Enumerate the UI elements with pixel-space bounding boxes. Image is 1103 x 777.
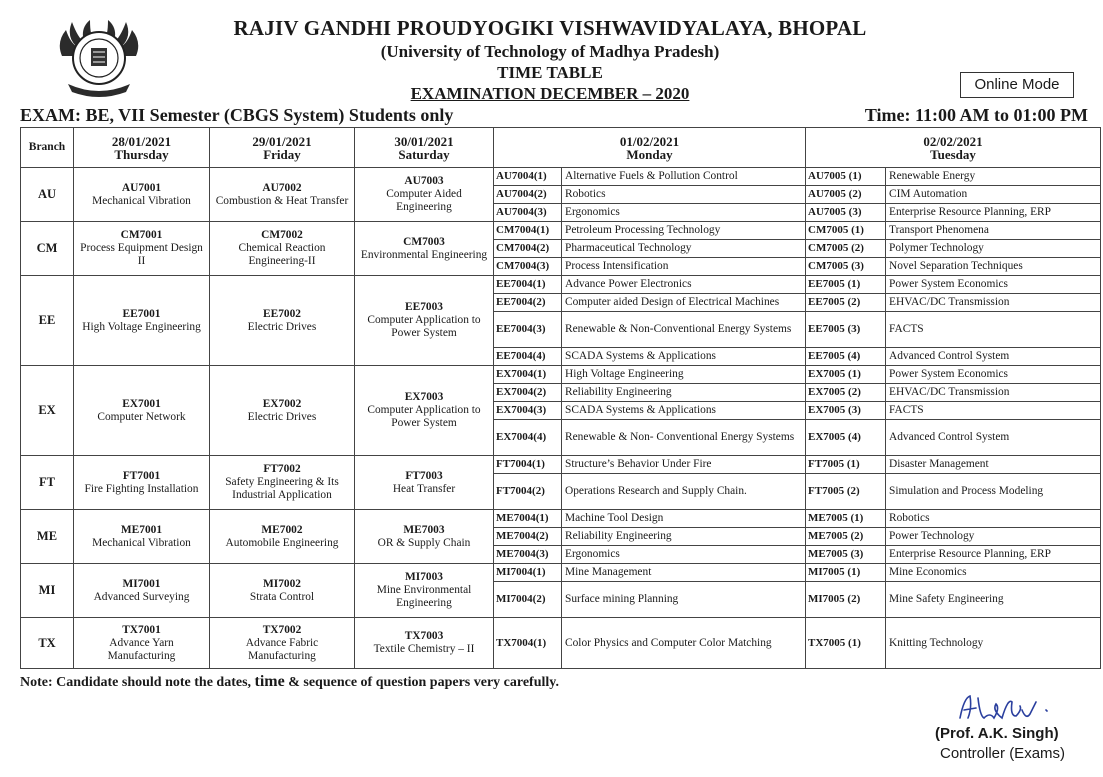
subject-code: AU7002	[262, 181, 302, 194]
subject-name: Safety Engineering & Its Industrial Application	[225, 476, 339, 501]
elective-code: AU7005 (2)	[806, 186, 886, 204]
university-logo	[54, 12, 144, 98]
elective-name: Structure’s Behavior Under Fire	[562, 456, 806, 474]
subject-name: Chemical Reaction Engineering-II	[238, 242, 326, 267]
date-label: 30/01/2021	[394, 133, 454, 149]
elective-name: Enterprise Resource Planning, ERP	[886, 204, 1101, 222]
date-header	[355, 128, 494, 168]
elective-code: ME7004(3)	[494, 546, 562, 564]
subject-cell	[210, 456, 355, 510]
subject-code: FT7002	[263, 463, 301, 475]
subject-code: ME7002	[261, 523, 303, 536]
subject-name: OR & Supply Chain	[377, 536, 471, 549]
table-row	[21, 168, 1101, 186]
day-label: Monday	[626, 146, 673, 162]
elective-code: ME7005 (1)	[806, 510, 886, 528]
elective-code: MI7005 (1)	[806, 564, 886, 582]
elective-name: EHVAC/DC Transmission	[886, 294, 1101, 312]
subject-name: Electric Drives	[247, 320, 317, 333]
date-header	[806, 128, 1101, 168]
subject-cell	[74, 168, 210, 222]
note-prefix: Note: Candidate should note the dates,	[20, 675, 255, 690]
elective-code: CM7004(1)	[494, 222, 562, 240]
elective-name: Surface mining Planning	[562, 582, 806, 618]
elective-code: MI7004(2)	[494, 582, 562, 618]
subject-code: EX7003	[404, 391, 444, 403]
elective-code: FT7004(1)	[494, 456, 562, 474]
elective-name: Power Technology	[886, 528, 1101, 546]
elective-code: TX7005 (1)	[806, 618, 886, 669]
elective-code: AU7004(3)	[494, 204, 562, 222]
elective-code: EE7005 (4)	[806, 348, 886, 366]
elective-name: Color Physics and Computer Color Matching	[562, 618, 806, 669]
elective-name: Power System Economics	[886, 366, 1101, 384]
table-row	[21, 564, 1101, 582]
branch-code: FT	[21, 456, 74, 510]
exam-session: EXAMINATION DECEMBER – 2020	[410, 84, 690, 103]
university-subtitle: (University of Technology of Madhya Pradesh)	[380, 42, 720, 61]
elective-name: Mine Management	[562, 564, 806, 582]
date-header	[210, 128, 355, 168]
subject-cell	[74, 456, 210, 510]
subject-name: Mechanical Vibration	[92, 194, 191, 207]
subject-name: Process Equipment Design II	[80, 242, 203, 267]
table-row	[21, 510, 1101, 528]
elective-name: Polymer Technology	[886, 240, 1101, 258]
subject-name: Strata Control	[249, 590, 315, 603]
elective-code: CM7005 (3)	[806, 258, 886, 276]
elective-code: FT7005 (1)	[806, 456, 886, 474]
subject-code: ME7003	[403, 523, 445, 536]
subject-cell	[74, 222, 210, 276]
elective-name: CIM Automation	[886, 186, 1101, 204]
exam-info: EXAM: BE, VII Semester (CBGS System) Students only	[20, 105, 454, 125]
day-label: Tuesday	[930, 146, 976, 162]
branch-code: CM	[21, 222, 74, 276]
subject-code: TX7001	[122, 623, 161, 636]
university-name: RAJIV GANDHI PROUDYOGIKI VISHWAVIDYALAYA, BHOPAL	[233, 16, 867, 40]
subject-name: Advance Fabric Manufacturing	[245, 636, 319, 662]
subject-cell	[210, 510, 355, 564]
elective-name: Renewable & Non- Conventional Energy Systems	[562, 420, 806, 456]
subject-name: Combustion & Heat Transfer	[215, 194, 349, 207]
signatory-name: (Prof. A.K. Singh)	[935, 725, 1059, 742]
subject-cell	[355, 168, 494, 222]
subject-cell	[210, 618, 355, 669]
mode-badge: Online Mode	[960, 72, 1074, 98]
subject-cell	[74, 276, 210, 366]
subject-name: Mechanical Vibration	[92, 536, 191, 549]
day-label: Friday	[263, 146, 301, 162]
elective-name: Computer aided Design of Electrical Machines	[562, 294, 806, 312]
subject-name: Computer Network	[97, 410, 186, 423]
elective-code: AU7005 (3)	[806, 204, 886, 222]
subject-code: MI7001	[122, 577, 161, 590]
table-row	[21, 366, 1101, 384]
date-label: 02/02/2021	[923, 133, 983, 149]
document-title: TIME TABLE	[497, 63, 603, 82]
subject-name: Environmental Engineering	[360, 248, 488, 261]
elective-code: MI7004(1)	[494, 564, 562, 582]
subject-name: Advance Yarn Manufacturing	[107, 636, 176, 662]
signatory-title: Controller (Exams)	[940, 745, 1066, 762]
subject-code: FT7003	[405, 469, 443, 482]
elective-code: MI7005 (2)	[806, 582, 886, 618]
elective-code: EX7005 (4)	[806, 420, 886, 456]
elective-name: High Voltage Engineering	[562, 366, 806, 384]
elective-name: Mine Safety Engineering	[886, 582, 1101, 618]
elective-code: AU7004(1)	[494, 168, 562, 186]
elective-name: Disaster Management	[886, 456, 1101, 474]
subject-name: Mine Environmental Engineering	[376, 584, 472, 609]
subject-name: Computer Application to Power System	[367, 314, 481, 339]
subject-cell	[210, 564, 355, 618]
subject-code: TX7003	[404, 630, 444, 642]
subject-cell	[355, 366, 494, 456]
note-emphasis: time	[254, 673, 285, 690]
branch-code: MI	[21, 564, 74, 618]
elective-name: Machine Tool Design	[562, 510, 806, 528]
elective-code: CM7004(3)	[494, 258, 562, 276]
elective-code: AU7004(2)	[494, 186, 562, 204]
elective-name: Knitting Technology	[886, 618, 1101, 669]
branch-code: AU	[21, 168, 74, 222]
date-label: 28/01/2021	[111, 133, 172, 149]
elective-code: TX7004(1)	[494, 618, 562, 669]
subject-cell	[210, 222, 355, 276]
elective-code: ME7005 (2)	[806, 528, 886, 546]
subject-cell	[210, 366, 355, 456]
elective-code: EX7005 (3)	[806, 402, 886, 420]
branch-header: Branch	[21, 128, 74, 168]
subject-cell	[210, 276, 355, 366]
subject-name: Heat Transfer	[392, 482, 456, 495]
subject-name: Fire Fighting Installation	[84, 482, 199, 495]
subject-cell	[74, 618, 210, 669]
subject-cell	[355, 564, 494, 618]
table-row	[21, 456, 1101, 474]
time-info: Time: 11:00 AM to 01:00 PM	[864, 105, 1088, 125]
subject-cell	[74, 510, 210, 564]
elective-code: EX7005 (2)	[806, 384, 886, 402]
table-row	[21, 618, 1101, 669]
table-row	[21, 222, 1101, 240]
timetable	[20, 127, 1101, 669]
subject-name: Advanced Surveying	[93, 590, 190, 603]
elective-code: EX7004(3)	[494, 402, 562, 420]
subject-code: EX7002	[262, 397, 302, 410]
subject-code: EX7001	[122, 397, 161, 410]
subject-name: Electric Drives	[247, 410, 317, 423]
subject-code: MI7002	[263, 577, 301, 590]
subject-name: Computer Aided Engineering	[386, 188, 462, 213]
elective-name: Alternative Fuels & Pollution Control	[562, 168, 806, 186]
elective-name: Reliability Engineering	[562, 384, 806, 402]
elective-code: EX7004(1)	[494, 366, 562, 384]
subject-cell	[74, 564, 210, 618]
elective-name: Robotics	[562, 186, 806, 204]
subject-code: MI7003	[405, 571, 443, 583]
elective-name: Transport Phenomena	[886, 222, 1101, 240]
branch-code: ME	[21, 510, 74, 564]
elective-code: EE7005 (1)	[806, 276, 886, 294]
elective-code: ME7005 (3)	[806, 546, 886, 564]
timetable-body	[21, 168, 1101, 669]
elective-name: Robotics	[886, 510, 1101, 528]
note-text	[20, 673, 559, 691]
elective-name: FACTS	[886, 402, 1101, 420]
elective-name: EHVAC/DC Transmission	[886, 384, 1101, 402]
elective-code: ME7004(2)	[494, 528, 562, 546]
day-label: Thursday	[114, 146, 169, 162]
elective-name: Reliability Engineering	[562, 528, 806, 546]
date-header	[494, 128, 806, 168]
table-row	[21, 276, 1101, 294]
subject-name: High Voltage Engineering	[82, 320, 201, 333]
date-label: 29/01/2021	[252, 133, 312, 149]
elective-name: Mine Economics	[886, 564, 1101, 582]
elective-code: EE7004(1)	[494, 276, 562, 294]
elective-code: EX7005 (1)	[806, 366, 886, 384]
elective-name: Advanced Control System	[886, 420, 1101, 456]
elective-name: Advanced Control System	[886, 348, 1101, 366]
elective-code: EE7004(3)	[494, 312, 562, 348]
elective-name: Simulation and Process Modeling	[886, 474, 1101, 510]
elective-code: AU7005 (1)	[806, 168, 886, 186]
note-suffix: & sequence of question papers very carefully.	[284, 675, 559, 690]
subject-code: CM7003	[403, 235, 445, 248]
elective-code: FT7005 (2)	[806, 474, 886, 510]
date-label: 01/02/2021	[619, 133, 680, 149]
subject-cell	[355, 618, 494, 669]
elective-name: SCADA Systems & Applications	[562, 402, 806, 420]
elective-name: Renewable & Non-Conventional Energy Systems	[562, 312, 806, 348]
elective-code: EE7004(4)	[494, 348, 562, 366]
elective-code: FT7004(2)	[494, 474, 562, 510]
elective-code: EE7005 (2)	[806, 294, 886, 312]
elective-name: Ergonomics	[562, 204, 806, 222]
elective-name: Ergonomics	[562, 546, 806, 564]
elective-code: EX7004(2)	[494, 384, 562, 402]
day-label: Saturday	[398, 146, 450, 162]
subject-cell	[355, 276, 494, 366]
subject-name: Computer Application to Power System	[367, 404, 481, 429]
elective-name: Power System Economics	[886, 276, 1101, 294]
branch-code: EX	[21, 366, 74, 456]
subject-code: FT7001	[122, 469, 161, 482]
subject-code: CM7001	[120, 229, 163, 241]
elective-name: Novel Separation Techniques	[886, 258, 1101, 276]
subject-code: EE7002	[263, 307, 301, 320]
elective-name: Process Intensification	[562, 258, 806, 276]
elective-code: EE7005 (3)	[806, 312, 886, 348]
elective-name: Petroleum Processing Technology	[562, 222, 806, 240]
elective-code: EE7004(2)	[494, 294, 562, 312]
subject-code: AU7003	[404, 175, 444, 187]
elective-code: CM7004(2)	[494, 240, 562, 258]
subject-code: CM7002	[261, 229, 303, 241]
subject-code: ME7001	[120, 523, 163, 536]
elective-name: SCADA Systems & Applications	[562, 348, 806, 366]
elective-name: Pharmaceutical Technology	[562, 240, 806, 258]
subject-cell	[210, 168, 355, 222]
elective-name: FACTS	[886, 312, 1101, 348]
subject-name: Automobile Engineering	[225, 536, 339, 549]
elective-code: EX7004(4)	[494, 420, 562, 456]
subject-name: Textile Chemistry – II	[373, 643, 475, 655]
elective-name: Advance Power Electronics	[562, 276, 806, 294]
subject-code: EE7003	[405, 301, 443, 313]
signature-image	[950, 688, 1060, 728]
branch-code: EE	[21, 276, 74, 366]
elective-code: ME7004(1)	[494, 510, 562, 528]
subject-code: TX7002	[262, 623, 302, 636]
branch-code: TX	[21, 618, 74, 669]
subject-code: EE7001	[122, 307, 161, 320]
subject-cell	[74, 366, 210, 456]
subject-cell	[355, 456, 494, 510]
elective-code: CM7005 (1)	[806, 222, 886, 240]
date-header	[74, 128, 210, 168]
subject-code: AU7001	[121, 181, 162, 194]
subject-cell	[355, 510, 494, 564]
elective-name: Renewable Energy	[886, 168, 1101, 186]
elective-name: Operations Research and Supply Chain.	[562, 474, 806, 510]
elective-name: Enterprise Resource Planning, ERP	[886, 546, 1101, 564]
elective-code: CM7005 (2)	[806, 240, 886, 258]
subject-cell	[355, 222, 494, 276]
